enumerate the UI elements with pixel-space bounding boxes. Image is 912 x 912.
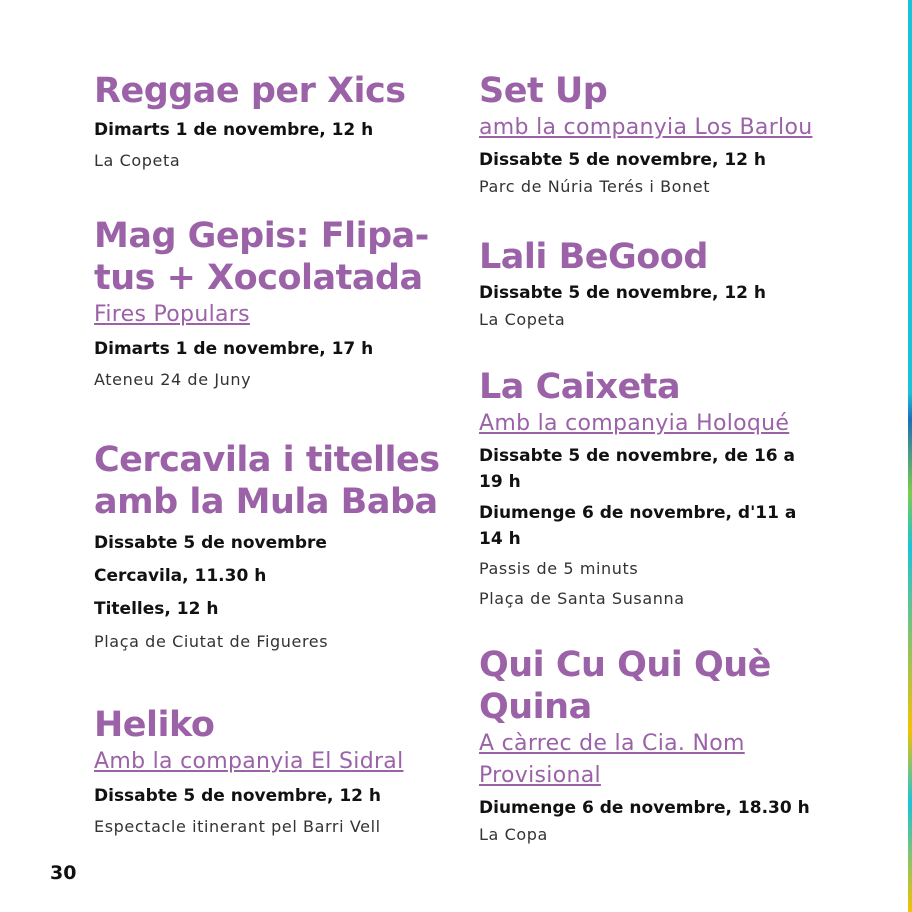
event-place: Parc de Núria Terés i Bonet — [479, 177, 711, 196]
event-set-up — [479, 70, 839, 201]
event-title: Lali BeGood — [479, 237, 708, 277]
event-heliko — [94, 704, 444, 841]
event-date: Diumenge 6 de novembre, 18.30 h — [479, 798, 810, 818]
event-subtitle-link[interactable]: Amb la companyia Holoqué — [479, 411, 790, 436]
event-place: Espectacle itinerant pel Barri Vell — [94, 817, 381, 836]
event-note: Passis de 5 minuts — [479, 559, 639, 578]
event-date: Dissabte 5 de novembre — [94, 533, 327, 553]
event-subtitle-link-line1[interactable]: A càrrec de la Cia. Nom — [479, 731, 745, 756]
decorative-edge-bar — [908, 0, 912, 912]
event-place: La Copeta — [479, 310, 566, 329]
event-place: Ateneu 24 de Juny — [94, 370, 252, 389]
event-date: Dimarts 1 de novembre, 17 h — [94, 339, 374, 359]
event-date: Dimarts 1 de novembre, 12 h — [94, 120, 374, 140]
page-number: 30 — [50, 862, 77, 884]
event-title: Set Up — [479, 71, 608, 111]
event-subtitle-link[interactable]: Fires Populars — [94, 302, 250, 327]
event-title-line2: Quina — [479, 687, 592, 727]
event-subtitle-link[interactable]: amb la companyia Los Barlou — [479, 115, 813, 140]
event-title: La Caixeta — [479, 367, 681, 407]
event-date-line: 14 h — [479, 529, 521, 549]
event-date: Dissabte 5 de novembre, 12 h — [479, 150, 766, 170]
event-title-line1: Cercavila i titelles — [94, 440, 440, 480]
event-date-line: Dissabte 5 de novembre, de 16 a — [479, 446, 795, 466]
event-title: Heliko — [94, 705, 215, 745]
event-place: La Copa — [479, 825, 548, 844]
event-lali-begood — [479, 236, 839, 334]
event-place: La Copeta — [94, 151, 181, 170]
event-title-line1: Mag Gepis: Flipa- — [94, 216, 429, 256]
event-time-titelles: Titelles, 12 h — [94, 599, 219, 619]
event-reggae-per-xics — [94, 70, 444, 175]
event-la-caixeta — [479, 366, 839, 614]
event-time-cercavila: Cercavila, 11.30 h — [94, 566, 267, 586]
event-place: Plaça de Santa Susanna — [479, 589, 685, 608]
event-date: Dissabte 5 de novembre, 12 h — [479, 283, 766, 303]
event-subtitle-link-line2[interactable]: Provisional — [479, 763, 601, 788]
event-date-line: 19 h — [479, 472, 521, 492]
event-mag-gepis — [94, 215, 444, 394]
event-title-line2: amb la Mula Baba — [94, 482, 438, 522]
event-title: Reggae per Xics — [94, 71, 406, 111]
event-title-line2: tus + Xocolatada — [94, 258, 423, 298]
event-date: Dissabte 5 de novembre, 12 h — [94, 786, 381, 806]
event-subtitle-link[interactable]: Amb la companyia El Sidral — [94, 749, 404, 774]
event-date-line: Diumenge 6 de novembre, d'11 a — [479, 503, 797, 523]
event-qui-cu-qui-que-quina — [479, 644, 839, 849]
event-cercavila-titelles — [94, 439, 444, 656]
event-place: Plaça de Ciutat de Figueres — [94, 632, 329, 651]
event-title-line1: Qui Cu Qui Què — [479, 645, 771, 685]
